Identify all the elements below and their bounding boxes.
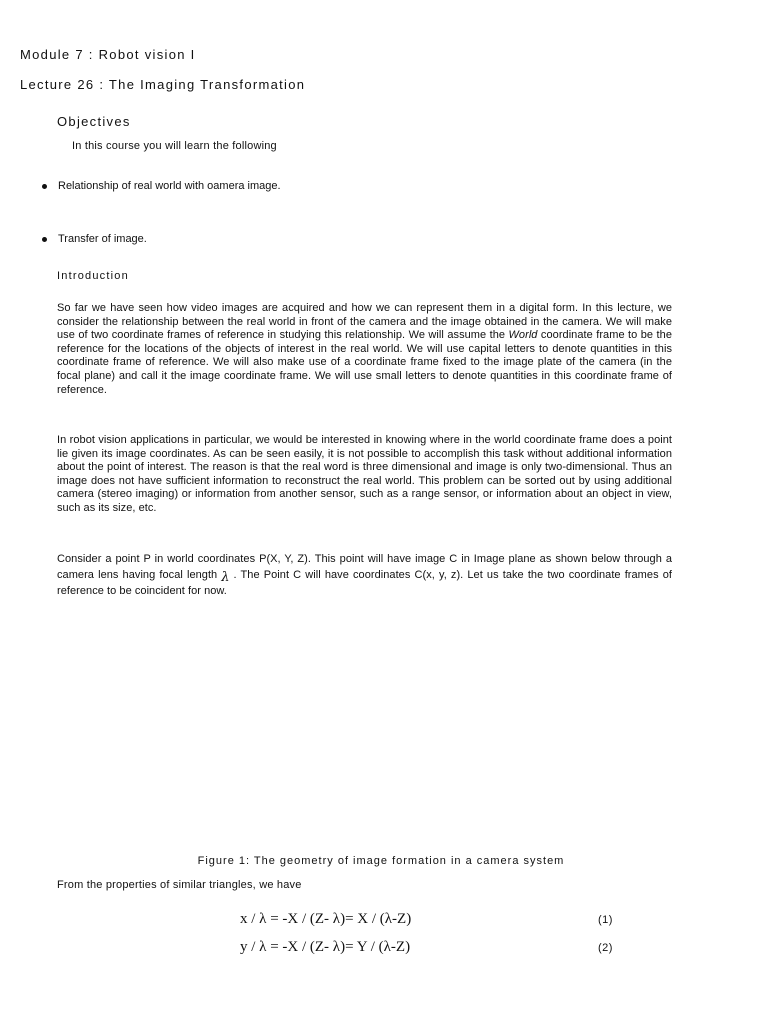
objective-list-item (42, 233, 147, 245)
intro-paragraph-2: In robot vision applications in particular, we would be interested in knowing where in the world coordinate frame does a point lie given its image coordinates. As can be seen easily, it is not possible to accomplish this task without additional information about the point of interest. The reason is that the real word is three dimensional and image is only two-dimensional. Thus an image does not have sufficient information to reconstruct the real world. This problem can be sorted out by using additional camera (stereo imaging) or information from another sensor, such as a range sensor, or information about an object in view, such as its size, etc. (57, 434, 672, 514)
introduction-heading: Introduction (57, 270, 129, 282)
para1-text-b: coordinate frame to be the reference for the locations of the objects of interest in the real world. We will use capital letters to denote quantities in this coordinate frame of reference. We will also make use of a coordinate frame fixed to the image plate of the camera (in the focal plane) and call it the image coordinate frame. We will use small letters to denote quantities in this coordinate frame of reference. (57, 329, 672, 396)
module-title: Module 7 : Robot vision I (20, 47, 196, 62)
equation-2: y / λ = -X / (Z- λ)= Y / (λ-Z) (240, 939, 411, 955)
lambda-symbol: λ (221, 570, 230, 585)
objectives-intro: In this course you will learn the following (72, 140, 277, 152)
lecture-title: Lecture 26 : The Imaging Transformation (20, 77, 306, 92)
objective-item-text: Relationship of real world with oamera image. (58, 180, 281, 192)
intro-paragraph-3 (57, 551, 672, 599)
objective-item-text: Transfer of image. (58, 233, 147, 245)
para3-text-a: Consider a point P in world coordinates P(X, Y, Z). This point will have image C in Image plane as shown below through a camera lens having focal length (57, 553, 672, 581)
bullet-icon (42, 237, 47, 242)
objective-list-item (42, 180, 281, 192)
objectives-heading: Objectives (57, 114, 131, 129)
equation-number-1: (1) (598, 914, 613, 926)
equation-1: x / λ = -X / (Z- λ)= X / (λ-Z) (240, 911, 412, 927)
figure-area (57, 610, 672, 845)
equation-number-2: (2) (598, 942, 613, 954)
figure-caption: Figure 1: The geometry of image formation in a camera system (197, 855, 565, 867)
para1-text-a: So far we have seen how video images are acquired and how we can represent them in a digital form. In this lecture, we consider the relationship between the real world in front of the camera and the image obtained in the camera. We will make use of two coordinate frames of reference in studying this relationship. We will assume the (57, 302, 672, 342)
bullet-icon (42, 184, 47, 189)
similar-triangles-text: From the properties of similar triangles, we have (57, 879, 302, 891)
intro-paragraph-1 (57, 302, 672, 397)
para3-text-b: . The Point C will have coordinates C(x, y, z). Let us take the two coordinate frames of reference to be coincident for now. (57, 569, 672, 597)
world-emphasis: World (508, 329, 538, 342)
